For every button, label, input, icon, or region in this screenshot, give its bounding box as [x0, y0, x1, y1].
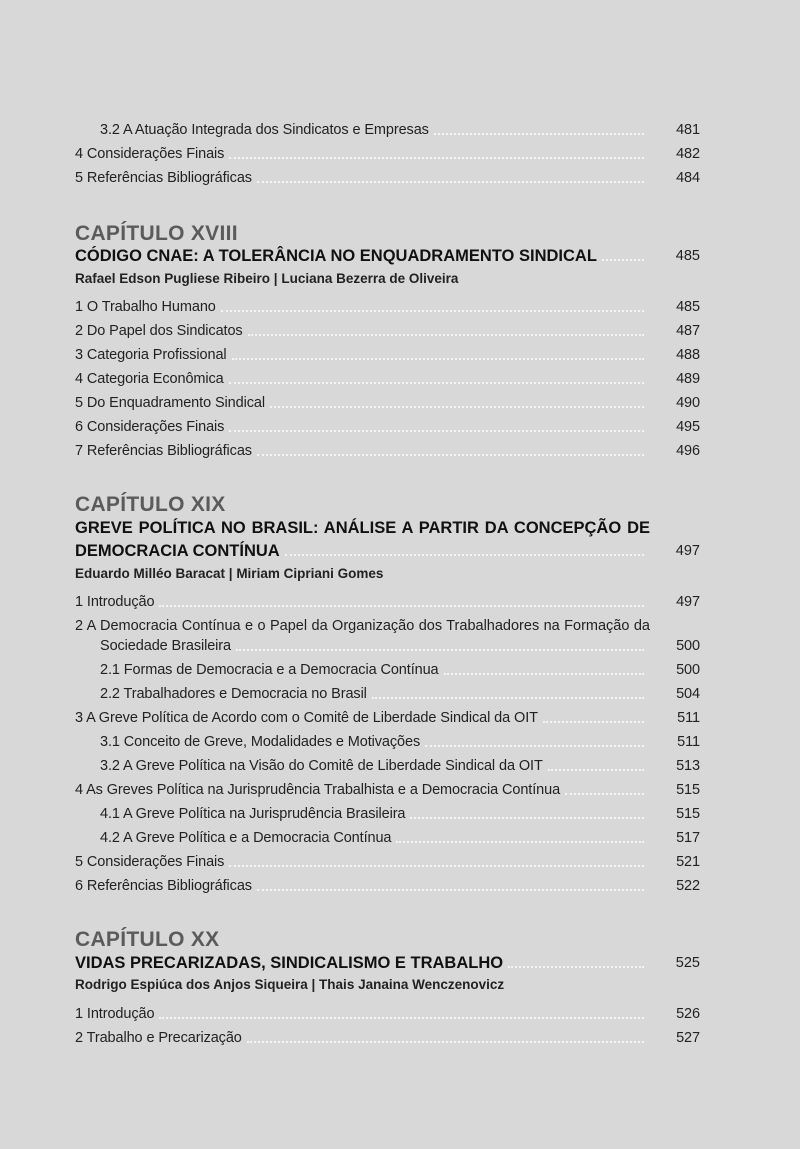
toc-entry[interactable]: [100, 684, 700, 704]
entry-title: 6 Referências Bibliográficas: [75, 878, 252, 894]
leader-dots: [548, 769, 644, 771]
entry-title: 1 Introdução: [75, 1006, 155, 1022]
entry-title: 5 Do Enquadramento Sindical: [75, 395, 265, 411]
chapter-authors: Rodrigo Espiúca dos Anjos Siqueira | Thais Janaina Wenczenovicz: [75, 977, 505, 992]
leader-dots: [221, 310, 644, 312]
page-number: 511: [677, 734, 700, 750]
toc-entry[interactable]: [75, 876, 700, 896]
leader-dots: [543, 721, 644, 723]
leader-dots: [434, 133, 644, 135]
page-number: 513: [676, 758, 700, 774]
chapter-title-line-2: DEMOCRACIA CONTÍNUA: [75, 542, 280, 560]
leader-dots: [396, 841, 644, 843]
chapter-authors: Rafael Edson Pugliese Ribeiro | Luciana Bezerra de Oliveira: [75, 271, 459, 286]
page-number: 500: [676, 638, 700, 654]
entry-title: 1 Introdução: [75, 594, 155, 610]
toc-entry[interactable]: [75, 297, 700, 317]
toc-entry[interactable]: [100, 732, 700, 752]
entry-title: 2.1 Formas de Democracia e a Democracia Contínua: [100, 662, 439, 678]
page-number: 484: [676, 170, 700, 186]
leader-dots: [257, 181, 644, 183]
toc-entry[interactable]: [100, 120, 700, 140]
leader-dots: [257, 454, 644, 456]
entry-title: 3.2 A Atuação Integrada dos Sindicatos e Empresas: [100, 122, 429, 138]
leader-dots: [247, 1041, 644, 1043]
leader-dots: [602, 259, 644, 261]
leader-dots: [372, 697, 644, 699]
leader-dots: [232, 358, 644, 360]
page-number: 527: [676, 1030, 700, 1046]
entry-title: 4 Considerações Finais: [75, 146, 225, 162]
toc-entry[interactable]: [75, 144, 700, 164]
page-number: 496: [676, 443, 700, 459]
page-number: 525: [675, 955, 700, 971]
chapter-title-row[interactable]: [75, 952, 700, 974]
entry-title: 2.2 Trabalhadores e Democracia no Brasil: [100, 686, 367, 702]
toc-entry[interactable]: [75, 345, 700, 365]
entry-title: 2 Trabalho e Precarização: [75, 1030, 242, 1046]
page-number: 482: [676, 146, 700, 162]
entry-title: 7 Referências Bibliográficas: [75, 443, 252, 459]
page-number: 517: [676, 830, 700, 846]
page-number: 488: [676, 347, 700, 363]
page-number: 500: [676, 662, 700, 678]
leader-dots: [444, 673, 644, 675]
page-number: 504: [676, 686, 700, 702]
leader-dots: [229, 382, 644, 384]
page-number: 515: [676, 806, 700, 822]
leader-dots: [270, 406, 644, 408]
page-number: 495: [676, 419, 700, 435]
leader-dots: [248, 334, 644, 336]
leader-dots: [159, 605, 644, 607]
leader-dots: [410, 817, 644, 819]
toc-entry[interactable]: [75, 441, 700, 461]
entry-title: 4 Categoria Econômica: [75, 371, 224, 387]
toc-entry[interactable]: [100, 636, 700, 656]
entry-title: 4.2 A Greve Política e a Democracia Contínua: [100, 830, 392, 846]
leader-dots: [229, 430, 644, 432]
toc-entry[interactable]: [100, 660, 700, 680]
page-number: 497: [675, 543, 700, 559]
toc-entry[interactable]: [100, 828, 700, 848]
toc-entry[interactable]: [75, 592, 700, 612]
toc-entry[interactable]: [75, 417, 700, 437]
page-number: 490: [676, 395, 700, 411]
page-number: 526: [676, 1006, 700, 1022]
page-number: 522: [676, 878, 700, 894]
entry-title: 5 Referências Bibliográficas: [75, 170, 252, 186]
entry-title: 3 Categoria Profissional: [75, 347, 227, 363]
page-number: 521: [676, 854, 700, 870]
page-number: 515: [676, 782, 700, 798]
chapter-title-row[interactable]: [75, 540, 700, 562]
chapter-title-row[interactable]: [75, 245, 700, 267]
leader-dots: [565, 793, 644, 795]
toc-entry[interactable]: [75, 1028, 700, 1048]
chapter-title: CÓDIGO CNAE: A TOLERÂNCIA NO ENQUADRAMENTO SINDICAL: [75, 247, 597, 265]
entry-title: 3 A Greve Política de Acordo com o Comitê de Liberdade Sindical da OIT: [75, 710, 538, 726]
page-number: 489: [676, 371, 700, 387]
leader-dots: [159, 1017, 644, 1019]
toc-entry[interactable]: [75, 168, 700, 188]
chapter-heading: CAPÍTULO XVIII: [75, 222, 238, 245]
leader-dots: [257, 889, 644, 891]
page-number: 485: [675, 248, 700, 264]
toc-entry[interactable]: [75, 1004, 700, 1024]
page-number: 481: [676, 122, 700, 138]
page-number: 487: [676, 323, 700, 339]
page-number: 511: [677, 710, 700, 726]
chapter-authors: Eduardo Milléo Baracat | Miriam Cipriani Gomes: [75, 566, 384, 581]
entry-title: 5 Considerações Finais: [75, 854, 225, 870]
entry-title: 4 As Greves Política na Jurisprudência Trabalhista e a Democracia Contínua: [75, 782, 561, 798]
toc-entry[interactable]: [75, 708, 700, 728]
leader-dots: [508, 966, 644, 968]
page-number: 497: [676, 594, 700, 610]
entry-title: 2 Do Papel dos Sindicatos: [75, 323, 243, 339]
toc-entry[interactable]: [75, 852, 700, 872]
entry-title: 6 Considerações Finais: [75, 419, 225, 435]
leader-dots: [285, 554, 644, 556]
toc-entry[interactable]: [75, 369, 700, 389]
chapter-heading: CAPÍTULO XIX: [75, 493, 226, 516]
chapter-title: VIDAS PRECARIZADAS, SINDICALISMO E TRABALHO: [75, 954, 504, 972]
entry-title: 4.1 A Greve Política na Jurisprudência Brasileira: [100, 806, 406, 822]
entry-title: 3.2 A Greve Política na Visão do Comitê de Liberdade Sindical da OIT: [100, 758, 543, 774]
leader-dots: [229, 157, 644, 159]
toc-entry[interactable]: [75, 780, 700, 800]
toc-entry[interactable]: [100, 756, 700, 776]
toc-entry[interactable]: [75, 393, 700, 413]
leader-dots: [236, 649, 644, 651]
leader-dots: [425, 745, 644, 747]
toc-entry[interactable]: [100, 804, 700, 824]
chapter-title-line-1[interactable]: GREVE POLÍTICA NO BRASIL: ANÁLISE A PARTIR DA CONCEPÇÃO DE: [75, 519, 650, 537]
entry-title: 1 O Trabalho Humano: [75, 299, 216, 315]
entry-title: 3.1 Conceito de Greve, Modalidades e Motivações: [100, 734, 421, 750]
entry-title-line-2: Sociedade Brasileira: [100, 638, 231, 654]
entry-title-line-1[interactable]: 2 A Democracia Contínua e o Papel da Organização dos Trabalhadores na Formação da: [75, 618, 650, 634]
toc-entry[interactable]: [75, 321, 700, 341]
leader-dots: [229, 865, 644, 867]
page-number: 485: [676, 299, 700, 315]
chapter-heading: CAPÍTULO XX: [75, 928, 220, 951]
